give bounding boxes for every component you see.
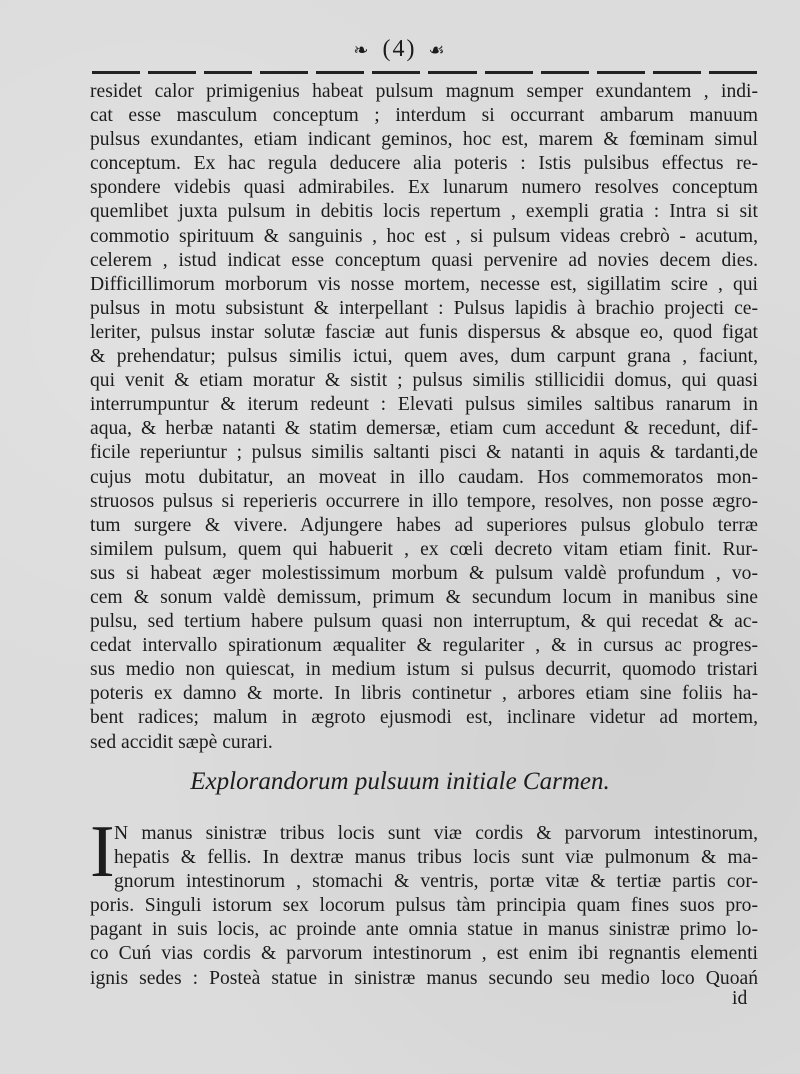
text-line: pulsus exundantes, etiam indicant geminos, hoc est, marem & fœminam simul [90,129,758,151]
text-line: cujus motu dubitatur, an moveat in illo caudam. Hos commemoratos mon- [90,466,758,488]
text-line: leriter, pulsus instar solutæ fasciæ aut funis dispersus & absque eo, quod figat [90,321,758,343]
text-line: ficile reperiuntur ; pulsus similis saltanti pisci & natanti in aquis & tardanti,de [90,442,758,464]
header-rule [92,70,757,76]
carmen-line: pagant in suis locis, ac proinde ante omnia statue in manus sinistræ primo lo- [90,919,758,941]
text-line: spondere videbis quasi admirabiles. Ex lunarum numero resolves conceptum [90,177,758,199]
carmen-lines [90,811,758,991]
text-line: cem & sonum valdè demissum, primum & secundum locum in manibus sine [90,586,758,608]
text-line: celerem , istud indicat esse conceptum quasi pervenire ad novies decem dies. [90,249,758,271]
ornament-left-icon: ❧ [353,39,371,60]
drop-cap: I [90,811,115,893]
page-number: (4) [382,36,417,62]
text-line: qui venit & etiam moratur & sistit ; pulsus similis stillicidii domus, qui quasi [90,370,758,392]
text-line: sed accidit sæpè curari. [90,731,273,753]
carmen-line: gnorum intestinorum , stomachi & ventris, portæ vitæ & tertiæ partis cor- [114,871,758,893]
text-line: quemlibet juxta pulsum in debitis locis repertum , exempli gratia : Intra si sit [90,201,758,223]
text-line: conceptum. Ex hac regula deducere alia poteris : Istis pulsibus effectus re- [90,153,758,175]
ornament-right-icon: ☙ [428,39,447,60]
carmen-line: hepatis & fellis. In dextræ manus tribus locis sunt viæ pulmonum & ma- [114,847,758,869]
text-line: pulsu, sed tertium habere pulsum quasi non interruptum, & qui recedat & ac- [90,611,758,633]
page-header [0,36,800,63]
text-line: bent radices; malum in ægroto ejusmodi est, inclinare videtur ad mortem, [90,707,758,729]
text-line: poteris ex damno & morte. In libris continetur , arbores etiam sine foliis ha- [90,683,758,705]
text-line: sus medio non quiescat, in medium istum si pulsus decurrit, quomodo tristari [90,659,758,681]
text-line: pulsus in motu subsistunt & interpellant : Pulsus lapidis à brachio projecti ce- [90,297,758,319]
catchword: id [732,988,748,1009]
text-line: cat esse masculum conceptum ; interdum si occurrant ambarum manuum [90,105,758,127]
text-line: cedat intervallo spirationum æqualiter & regulariter , & in cursus ac progres- [90,635,758,657]
text-line: sus si habeat æger molestissimum morbum & pulsum valdè profundum , vo- [90,562,758,584]
carmen-paragraph [90,811,758,991]
text-line: commotio spirituum & sanguinis , hoc est , si pulsum videas crebrò - acutum, [90,225,758,247]
text-line: Difficillimorum morborum vis nosse mortem, necesse est, sigillatim scire , qui [90,273,758,295]
text-line: similem pulsum, quem qui habuerit , ex cœli decreto vitam etiam finit. Rur- [90,538,758,560]
carmen-line: co Cuń vias cordis & parvorum intestinorum , est enim ibi regnantis elementi [90,943,758,965]
text-line: interrumpuntur & iterum redeunt : Elevati pulsus similes saltibus ranarum in [90,394,758,416]
text-line: aqua, & herbæ natanti & statim demersæ, etiam cum accedunt & recedunt, dif- [90,418,758,440]
carmen-line: poris. Singuli istorum sex locorum pulsus tàm principia quam fines suos pro- [90,895,758,917]
text-line: residet calor primigenius habeat pulsum magnum semper exundantem , indi- [90,81,758,102]
carmen-line: ignis sedes : Posteà statue in sinistræ manus secundo seu medio loco Quoań [90,967,758,989]
carmen-line: N manus sinistræ tribus locis sunt viæ cordis & parvorum intestinorum, [114,823,758,844]
section-title [0,768,800,796]
text-line: struosos pulsus si reperieris occurrere in illo tempore, resolves, non posse ægro- [90,490,758,512]
text-line: tum surgere & vivere. Adjungere habes ad superiores pulsus globulo terræ [90,514,758,536]
text-line: & prehendatur; pulsus similis ictui, quem aves, dum carpunt grana , faciunt, [90,346,758,368]
body-paragraph [90,80,758,755]
section-title-text: Explorandorum pulsuum initiale Carmen. [190,768,610,795]
